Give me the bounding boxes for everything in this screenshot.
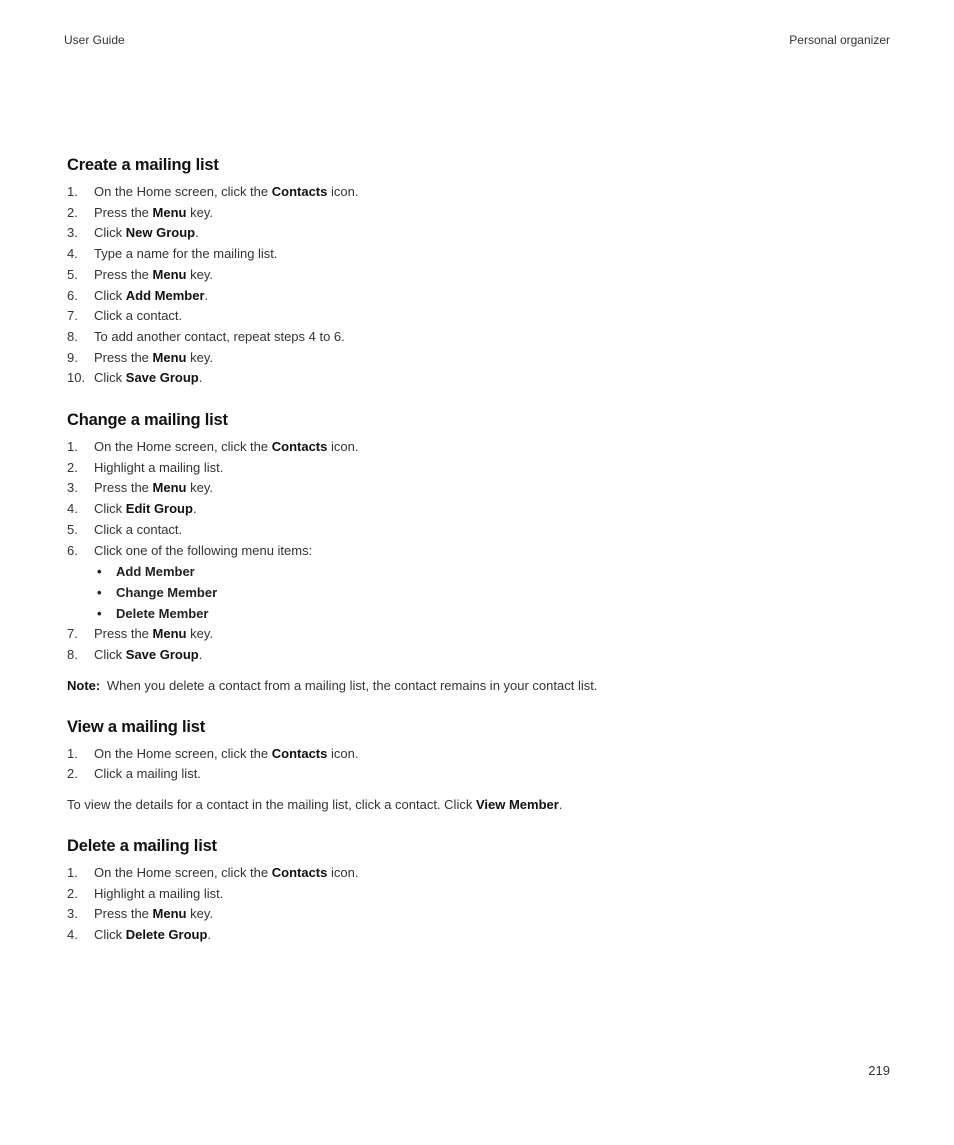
step-number: 6.: [67, 287, 78, 303]
step-item: [67, 458, 897, 479]
step-number: 7.: [67, 308, 78, 324]
step-text: key.: [186, 906, 213, 922]
step-content: [94, 350, 213, 365]
step-number: 1.: [67, 745, 78, 761]
step-item: [67, 265, 897, 286]
step-text: Press the: [94, 204, 153, 220]
step-content: [94, 184, 358, 199]
section: [67, 154, 897, 389]
step-text: key.: [186, 626, 213, 642]
step-text: Click a mailing list.: [94, 766, 201, 782]
step-number: 5.: [67, 521, 78, 537]
ui-term: Contacts: [271, 865, 328, 881]
step-text: Highlight a mailing list.: [94, 885, 224, 901]
note-text: When you delete a contact from a mailing list, the contact remains in your contact list.: [106, 677, 598, 693]
step-item: [67, 306, 897, 327]
step-text: Type a name for the mailing list.: [94, 246, 278, 262]
step-content: [94, 746, 358, 761]
step-text: icon.: [327, 439, 359, 455]
step-text: To add another contact, repeat steps 4 to 6.: [94, 328, 345, 344]
page-number: 219: [868, 1063, 890, 1078]
ui-term: Contacts: [271, 184, 328, 199]
step-number: 6.: [67, 542, 78, 558]
step-item: [67, 203, 897, 224]
step-item: [67, 863, 897, 884]
ui-term: Menu: [152, 204, 187, 220]
step-text: Click: [94, 287, 126, 303]
running-header-left: User Guide: [64, 33, 125, 47]
step-text: Press the: [94, 626, 153, 642]
step-text: Press the: [94, 349, 153, 365]
step-content: [94, 370, 202, 385]
step-item: [67, 286, 897, 307]
step-text: key.: [186, 349, 213, 365]
ui-term: Menu: [152, 266, 187, 282]
step-item: [67, 478, 897, 499]
section-heading: Delete a mailing list: [67, 837, 217, 856]
step-item: [67, 884, 897, 905]
ui-term: Menu: [152, 480, 187, 496]
step-text: On the Home screen, click the: [94, 865, 272, 881]
step-item: [67, 925, 897, 946]
ui-term: Contacts: [271, 745, 328, 761]
step-content: [94, 865, 358, 880]
step-number: 4.: [67, 246, 78, 262]
step-content: [94, 647, 202, 662]
step-number: 5.: [67, 266, 78, 282]
step-item: [67, 541, 897, 562]
section-heading: Create a mailing list: [67, 156, 219, 174]
step-item: [67, 744, 897, 765]
ui-term: Menu: [152, 626, 187, 642]
step-list: [67, 744, 897, 785]
step-number: 2.: [67, 204, 78, 220]
note-label: Note:: [67, 677, 101, 693]
step-text: Click: [94, 646, 126, 662]
ui-term: Save Group: [125, 646, 199, 662]
step-text: Press the: [94, 906, 153, 922]
step-content: [94, 886, 223, 901]
step-list: [67, 437, 897, 666]
step-item: [67, 520, 897, 541]
section: [67, 716, 897, 815]
step-item: [67, 645, 897, 666]
ui-term: Contacts: [271, 439, 328, 455]
ui-term: New Group: [125, 225, 196, 241]
section: [67, 409, 897, 696]
ui-term: Save Group: [125, 370, 199, 386]
step-content: [94, 543, 312, 558]
ui-term: Delete Group: [125, 927, 208, 943]
step-content: [94, 626, 213, 641]
step-number: 3.: [67, 906, 78, 922]
step-text: key.: [186, 266, 213, 282]
step-text: Click: [94, 370, 126, 386]
step-text: .: [204, 287, 209, 303]
step-text: .: [198, 646, 203, 662]
step-item: [67, 624, 897, 645]
step-text: Click a contact.: [94, 308, 183, 324]
step-text: key.: [186, 480, 213, 496]
bullet-item: • Change Member: [97, 582, 897, 603]
step-content: [94, 766, 201, 781]
step-number: 2.: [67, 885, 78, 901]
ui-term: Menu: [152, 349, 187, 365]
step-content: [94, 288, 208, 303]
step-text: Click: [94, 501, 126, 517]
step-item: [67, 499, 897, 520]
step-text: .: [198, 370, 203, 386]
step-number: 1.: [67, 865, 78, 881]
section: [67, 835, 897, 946]
paragraph: [67, 795, 897, 815]
step-text: icon.: [327, 865, 359, 881]
step-text: .: [195, 225, 199, 241]
step-item: [67, 368, 897, 389]
step-content: [94, 927, 211, 942]
step-content: [94, 522, 182, 537]
step-text: .: [207, 927, 212, 943]
step-number: 10.: [67, 370, 86, 386]
bullet-item: • Add Member: [97, 561, 897, 582]
ui-term: View Member: [475, 797, 559, 813]
step-number: 2.: [67, 766, 78, 782]
step-text: On the Home screen, click the: [94, 439, 272, 455]
ui-term: Edit Group: [125, 501, 193, 517]
step-content: [94, 439, 358, 454]
step-number: 4.: [67, 501, 78, 517]
step-list: [67, 182, 897, 389]
step-number: 4.: [67, 927, 78, 943]
step-item: [67, 764, 897, 785]
step-text: Press the: [94, 266, 153, 282]
step-text: Click one of the following menu items:: [94, 542, 313, 558]
step-text: icon.: [327, 184, 359, 199]
step-item: [67, 244, 897, 265]
step-text: Click a contact.: [94, 521, 183, 537]
step-item: [67, 223, 897, 244]
step-content: [94, 460, 223, 475]
step-item: [67, 437, 897, 458]
step-text: .: [192, 501, 197, 517]
step-text: Click: [94, 927, 126, 943]
step-content: [94, 246, 278, 261]
step-text: icon.: [327, 745, 359, 761]
step-item: [67, 327, 897, 348]
ui-term: Add Member: [125, 287, 205, 303]
step-number: 7.: [67, 626, 78, 642]
step-item: [67, 904, 897, 925]
step-content: [94, 329, 345, 344]
step-text: Highlight a mailing list.: [94, 459, 224, 475]
step-content: [94, 267, 213, 282]
note: [67, 676, 897, 696]
step-number: 9.: [67, 349, 78, 365]
step-content: [94, 225, 199, 240]
section-heading: View a mailing list: [67, 717, 206, 736]
step-item: [67, 348, 897, 369]
document-body: [67, 154, 897, 966]
step-number: 8.: [67, 646, 78, 662]
bullet-list: [67, 561, 897, 624]
step-text: .: [558, 797, 563, 813]
step-number: 3.: [67, 480, 78, 496]
step-content: [94, 205, 213, 220]
step-text: To view the details for a contact in the mailing list, click a contact. Click: [67, 797, 476, 813]
step-text: On the Home screen, click the: [94, 745, 272, 761]
step-number: 1.: [67, 439, 78, 455]
step-text: Press the: [94, 480, 153, 496]
bullet-item: • Delete Member: [97, 603, 897, 624]
step-number: 8.: [67, 328, 78, 344]
section-heading: Change a mailing list: [67, 411, 228, 430]
ui-term: Menu: [152, 906, 187, 922]
step-number: 3.: [67, 225, 78, 241]
step-text: Click: [94, 225, 126, 241]
running-header-right: Personal organizer: [789, 33, 890, 47]
step-content: [94, 308, 182, 323]
step-number: 2.: [67, 459, 78, 475]
step-text: key.: [186, 204, 213, 220]
step-content: [94, 906, 213, 921]
step-text: On the Home screen, click the: [94, 184, 272, 199]
step-content: [94, 501, 197, 516]
step-content: [94, 480, 213, 495]
step-number: 1.: [67, 184, 78, 199]
step-list: [67, 863, 897, 946]
step-item: [67, 182, 897, 203]
